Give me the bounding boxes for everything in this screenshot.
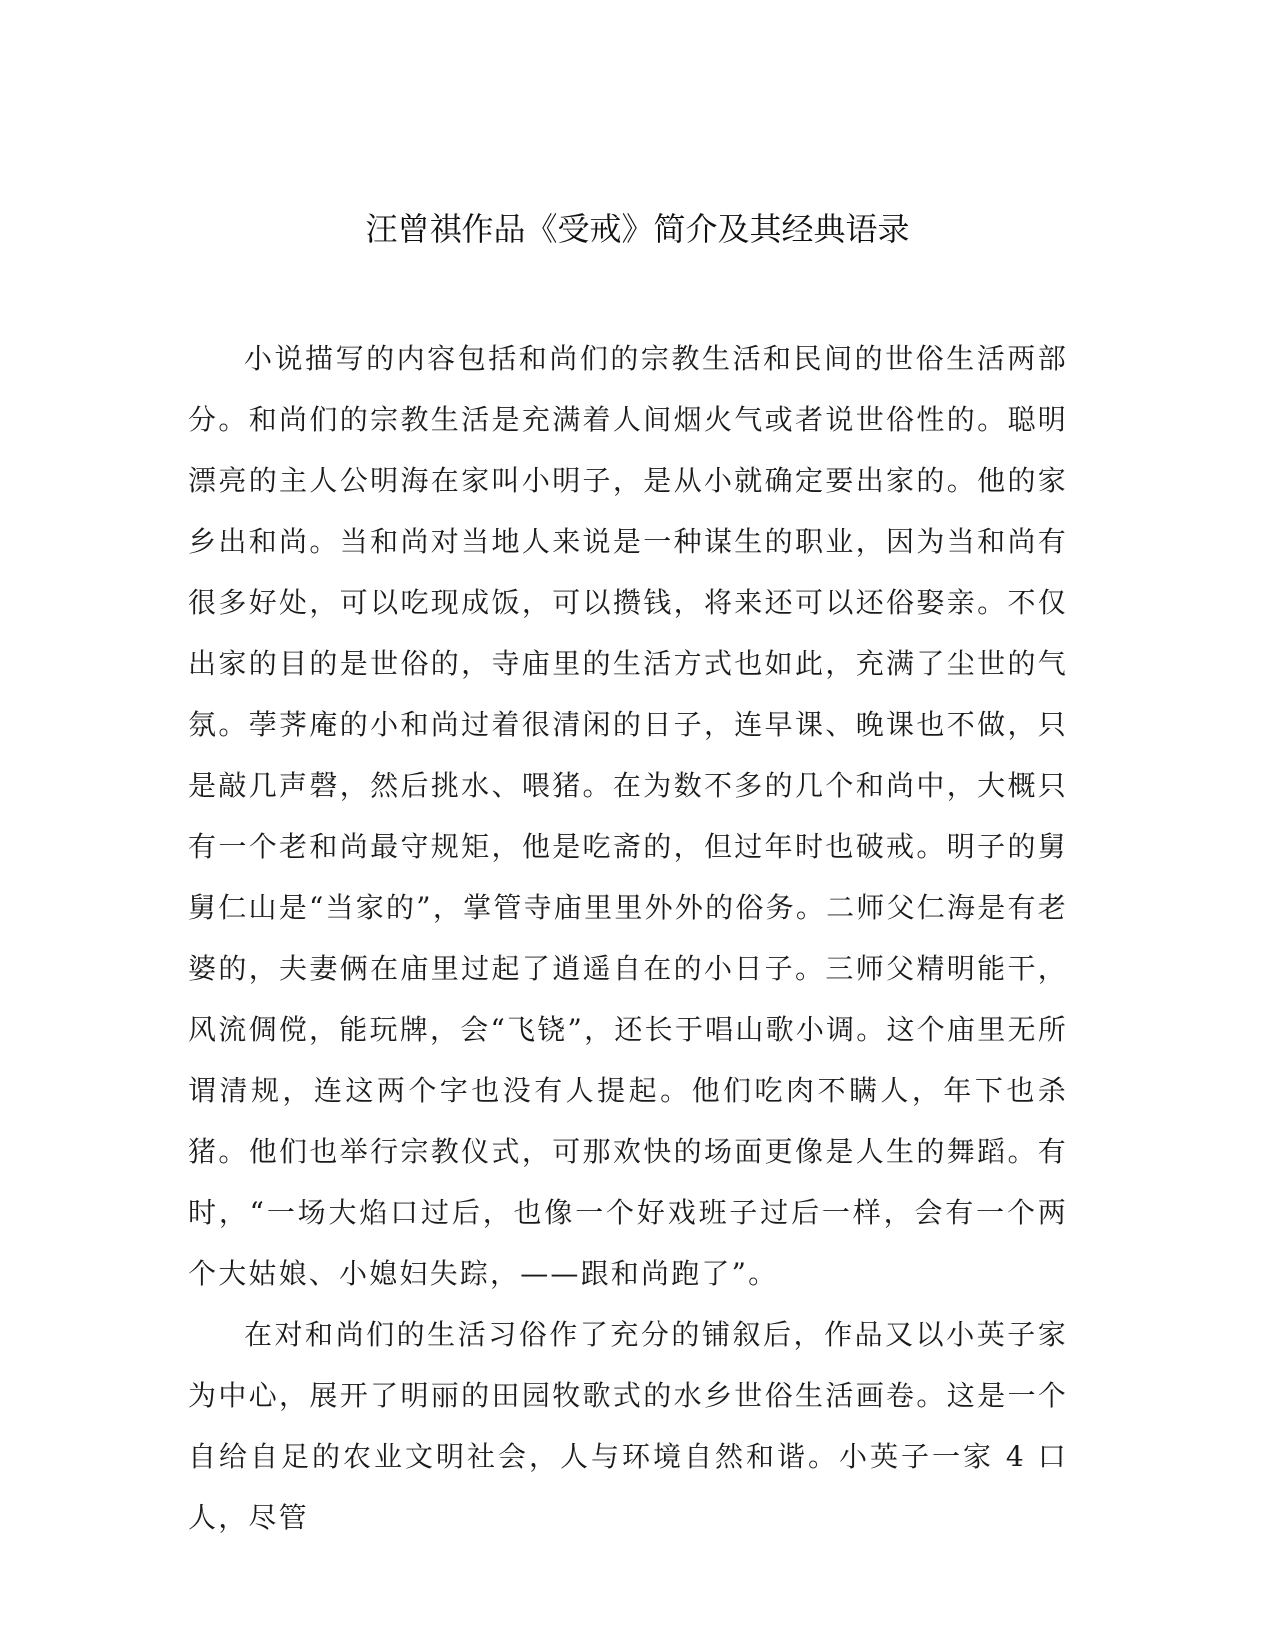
paragraph-1: 小说描写的内容包括和尚们的宗教生活和民间的世俗生活两部分。和尚们的宗教生活是充满着人间烟火气或者说世俗性的。聪明漂亮的主人公明海在家叫小明子，是从小就确定要出家的。他的家乡出和尚。当和尚对当地人来说是一种谋生的职业，因为当和尚有很多好处，可以吃现成饭，可以攒钱，将来还可以还俗娶亲。不仅出家的目的是世俗的，寺庙里的生活方式也如此，充满了尘世的气氛。荸荠庵的小和尚过着很清闲的日子，连早课、晚课也不做，只是敲几声磬，然后挑水、喂猪。在为数不多的几个和尚中，大概只有一个老和尚最守规矩，他是吃斋的，但过年时也破戒。明子的舅舅仁山是“当家的”，掌管寺庙里里外外的俗务。二师父仁海是有老婆的，夫妻俩在庙里过起了逍遥自在的小日子。三师父精明能干，风流倜傥，能玩牌，会“飞铙”，还长于唱山歌小调。这个庙里无所谓清规，连这两个字也没有人提起。他们吃肉不瞒人，年下也杀猪。他们也举行宗教仪式，可那欢快的场面更像是人生的舞蹈。有时，“一场大焰口过后，也像一个好戏班子过后一样，会有一个两个大姑娘、小媳妇失踪，——跟和尚跑了”。 [188,342,1068,1290]
document-body [188,328,1068,1548]
document-title: 汪曾祺作品《受戒》简介及其经典语录 [365,210,910,248]
paragraph-2: 在对和尚们的生活习俗作了充分的铺叙后，作品又以小英子家为中心，展开了明丽的田园牧歌式的水乡世俗生活画卷。这是一个自给自足的农业文明社会，人与环境自然和谐。小英子一家 4 口人，尽管 [188,1318,1068,1534]
